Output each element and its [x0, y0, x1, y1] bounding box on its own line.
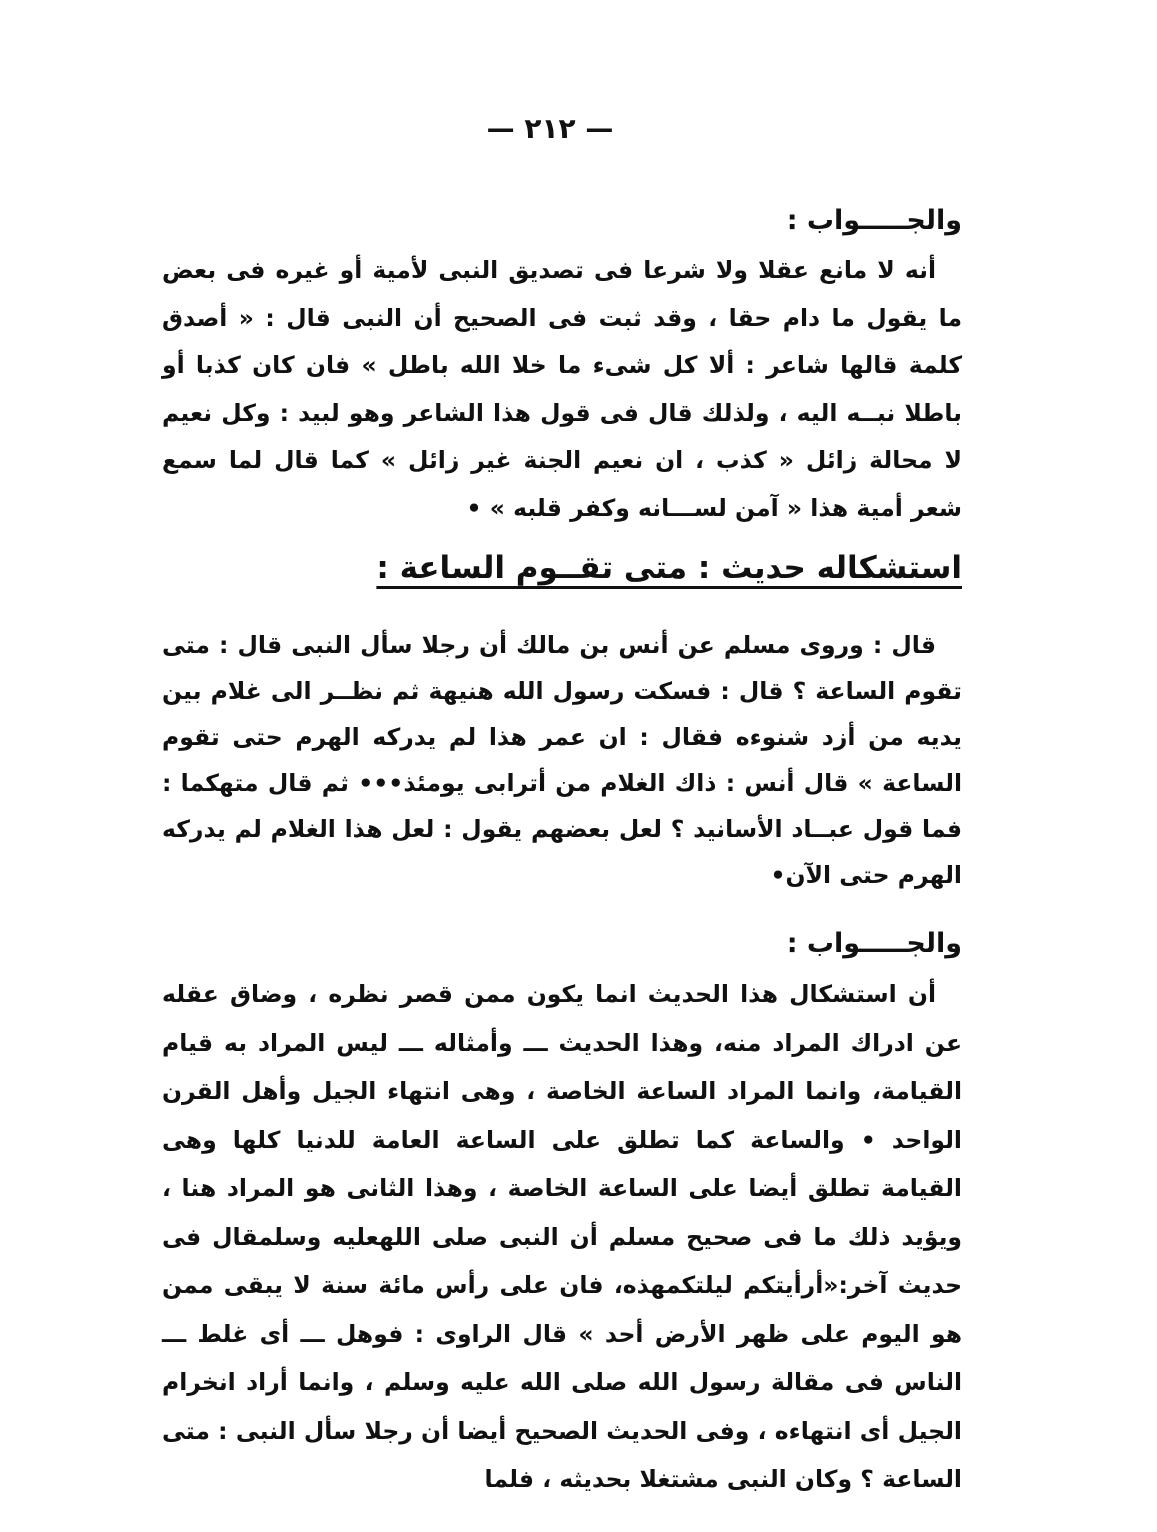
section-heading: استشكاله حديث : متى تقــوم الساعة : — [376, 550, 962, 586]
page-number: — ٢١٢ — — [486, 112, 614, 145]
answer-heading: والجـــــواب : — [786, 928, 962, 959]
answer-paragraph: أن استشكال هذا الحديث انما يكون ممن قصر نظره ، وضاق عقله عن ادراك المراد منه، وهذا الحديث ـــ وأمثاله ـــ ليس المراد به قيام القيامة، وانما المراد الساعة الخاصة ، وهى انتهاء الجيل وأهل القرن الواحد • والساعة كما تطلق على الساعة العامة للدنيا كلها وهى القيامة تطلق أيضا على الساعة الخاصة ، وهذا الثانى هو المراد هنا ، ويؤيد ذلك ما فى صحيح مسلم أن النبى صلى اللهعليه وسلمقال فى حديث آخر:«أرأيتكم ليلتكمهذه، فان على رأس مائة سنة لا يبقى ممن هو اليوم على ظهر الأرض أحد » قال الراوى : فوهل ـــ أى غلط ـــ الناس فى مقالة رسول الله صلى الله عليه وسلم ، وانما أراد انخرام الجيل أى انتهاءه ، وفى الحديث الصحيح أيضا أن رجلا سأل النبى : متى الساعة ؟ وكان النبى مشتغلا بحديثه ، فلما — [162, 980, 962, 1493]
spacer — [162, 532, 962, 538]
spacer — [162, 898, 962, 918]
page-content — [162, 195, 962, 1504]
answer-paragraph: أنه لا مانع عقلا ولا شرعا فى تصديق النبى لأمية أو غيره فى بعض ما يقول ما دام حقا ، وقد ثبت فى الصحيح أن النبى قال : « أصدق كلمة قالها شاعر : ألا كل شىء ما خلا الله باطل » فان كان كذبا أو باطلا نبــه اليه ، ولذلك قال فى قول هذا الشاعر وهو لبيد : وكل نعيم لا محالة زائل « كذب ، ان نعيم الجنة غير زائل » كما قال لما سمع شعر أمية هذا « آمن لســـانه وكفر قلبه » • — [162, 256, 962, 522]
hadith-paragraph: قال : وروى مسلم عن أنس بن مالك أن رجلا سأل النبى قال : متى تقوم الساعة ؟ قال : فسكت رسول الله هنيهة ثم نظــر الى غلام بين يديه من أزد شنوءه فقال : ان عمر هذا لم يدركه الهرم حتى تقوم الساعة » قال أنس : ذاك الغلام من أترابى يومئذ••• ثم قال متهكما : فما قول عبــاد الأسانيد ؟ لعل بعضهم يقول : لعل هذا الغلام لم يدركه الهرم حتى الآن• — [162, 631, 962, 889]
answer-heading: والجـــــواب : — [786, 205, 962, 236]
